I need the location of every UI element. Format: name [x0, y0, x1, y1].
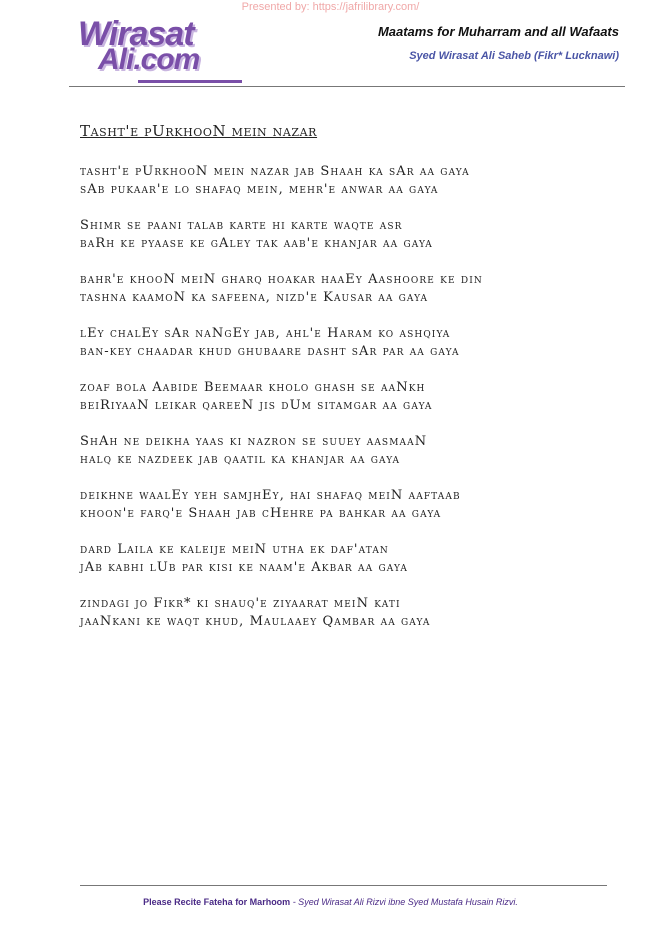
stanza	[80, 487, 600, 523]
poem-line: sAb pukaar'e lo shafaq mein, mehr'e anwar aa gaya	[80, 182, 439, 197]
poem-line: zoaf bola Aabide Beemaar kholo ghash se aaNkh	[80, 380, 426, 395]
poem-body	[80, 120, 600, 649]
poem-line: jAb kabhi lUb par kisi ke naam'e Akbar aa gaya	[80, 560, 408, 575]
poem-line: halq ke nazdeek jab qaatil ka khanjar aa gaya	[80, 452, 401, 467]
presented-by-link[interactable]: Presented by: https://jafrilibrary.com/	[241, 1, 420, 13]
poem-line: dard Laila ke kaleije meiN utha ek daf'atan	[80, 542, 389, 557]
stanza	[80, 595, 600, 631]
stanza	[80, 433, 600, 469]
poem-line: Shimr se paani talab karte hi karte waqte asr	[80, 218, 403, 233]
stanza	[80, 217, 600, 253]
stanza	[80, 271, 600, 307]
header-divider	[69, 86, 625, 87]
wirasat-ali-logo	[78, 17, 248, 77]
poem-line: deikhne waalEy yeh samjhEy, hai shafaq meiN aaftaab	[80, 488, 461, 503]
poem-line: ban-key chaadar khud ghubaare dasht sAr par aa gaya	[80, 344, 460, 359]
poem-line: baRh ke pyaase ke gAley tak aab'e khanjar aa gaya	[80, 236, 433, 251]
header-title: Maatams for Muharram and all Wafaats	[377, 24, 619, 39]
footer	[0, 897, 661, 907]
logo-underline	[138, 80, 242, 83]
poem-line: tasht'e pUrkhooN mein nazar jab Shaah ka sAr aa gaya	[80, 164, 470, 179]
footer-divider	[80, 885, 607, 886]
poem-title: Tasht'e pUrkhooN mein nazar	[80, 122, 318, 140]
poem-line: khoon'e farq'e Shaah jab cHehre pa bahkar aa gaya	[80, 506, 442, 521]
poem-line: tashna kaamoN ka safeena, nizd'e Kausar aa gaya	[80, 290, 429, 305]
poem-line: zindagi jo Fikr* ki shauq'e ziyaarat meiN kati	[80, 596, 401, 611]
logo-line-1: Wirasat	[78, 15, 194, 53]
poem-line: bahr'e khooN meiN gharq hoakar haaEy Aashoore ke din	[80, 272, 483, 287]
poem-line: beiRiyaaN leikar qareeN jis dUm sitamgar aa gaya	[80, 398, 433, 413]
poem-line: jaaNkani ke waqt khud, Maulaaey Qambar aa gaya	[80, 614, 431, 629]
footer-dedication: - Syed Wirasat Ali Rizvi ibne Syed Mustafa Husain Rizvi.	[290, 897, 518, 907]
poem-line: lEy chalEy sAr naNgEy jab, ahl'e Haram ko ashqiya	[80, 326, 451, 341]
logo-line-2: Ali.com	[98, 43, 200, 76]
stanza	[80, 541, 600, 577]
footer-request: Please Recite Fateha for Marhoom	[143, 897, 291, 907]
stanza	[80, 163, 600, 199]
stanza	[80, 379, 600, 415]
header-author: Syed Wirasat Ali Saheb (Fikr* Lucknawi)	[409, 50, 619, 62]
stanza	[80, 325, 600, 361]
poem-line: ShAh ne deikha yaas ki nazron se suuey aasmaaN	[80, 434, 428, 449]
